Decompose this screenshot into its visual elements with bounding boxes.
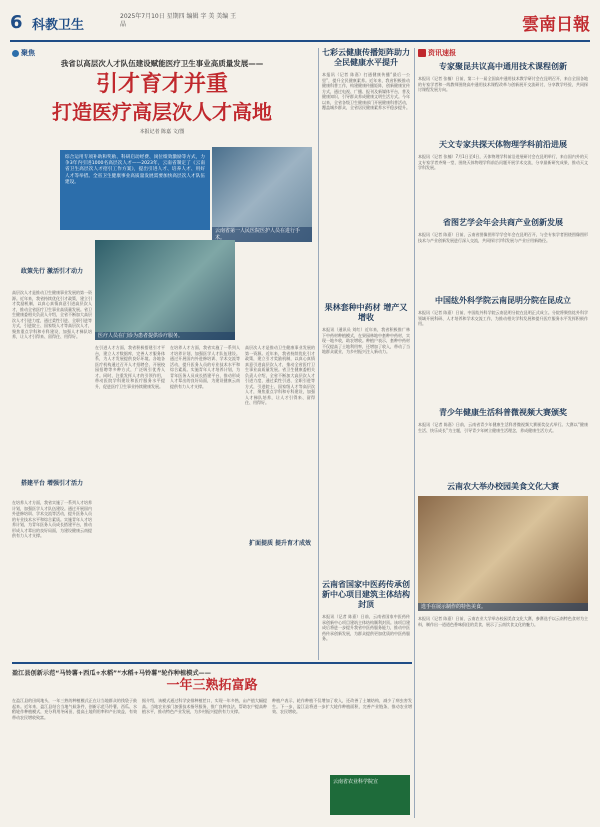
mid-story-2-title: 果林套种中药材 增产又增收 bbox=[324, 303, 408, 322]
right-story-6-title: 云南农大举办校园美食文化大赛 bbox=[447, 482, 559, 491]
lead-kicker: 我省以高层次人才队伍建设赋能医疗卫生事业高质量发展—— bbox=[60, 59, 264, 68]
bottom-headline: 一年三熟拓富路 bbox=[166, 678, 258, 693]
lead-section-tag: 聚焦 bbox=[12, 48, 35, 58]
bottom-ad-text: 云南省农业科学院宣 bbox=[333, 779, 379, 785]
mid-story-2-body: 本报讯（通讯员 刘红）近年来，我省积极推广林下中药材种植模式，在果园林地中套种中药材，实现一地多收，助农增收。种植户表示，套种中药材不仅提高了土地利用率，还增加了收入，带动了当地群众就业，为乡村振兴注入新动力。 bbox=[322, 327, 410, 354]
right-story-4-body: 本报讯（记者 陈嘉）日前，中国纮外科学院云南昆明分院在昆明正式成立。分院将聚焦纮外科学领域开展科研、人才培养和学术交流工作，为推动相关学科发展和提升医疗服务水平发挥积极作用。 bbox=[418, 310, 588, 326]
lead-photo-2-caption: 医疗人员在门诊为患者提供诊疗服务。 bbox=[95, 332, 235, 341]
right-story-3-body-col bbox=[418, 232, 588, 290]
right-story-3-title: 省图艺学会年会共商产业创新发展 bbox=[443, 218, 563, 227]
bottom-body-2-col bbox=[142, 698, 267, 818]
mid-story-1-body: 本报讯（记者 陈嘉）打通健康传播“最后一公里”，提升全民健康素养。近年来，我省积极推动健康科普工作，构建健康传播矩阵，创新健康宣传方式，通过电视、广播、报刊及新媒体平台，普及健康知识，引导群众养成健康文明生活方式。今年以来，全省各级卫生健康部门开展健康科普活动，覆盖城乡群众，全省居民健康素养水平稳步提升。 bbox=[322, 72, 410, 110]
right-story-6-body-col bbox=[418, 616, 588, 816]
lead-summary: 综合运用专项补助和奖励、科研启动经费、岗位绩效激励等方式，力争3年内引进1000名高层次人才——2023年，云南省制定了《云南省卫生高层次人才招引工作方案》，提出引进人才、培养人才、用好人才等举措。全省卫生健康事业高质量发展需要加快高层次人才队伍建设。 bbox=[65, 155, 205, 185]
right-story-5-title: 青少年健康生活科普微视频大赛颁奖 bbox=[439, 408, 567, 417]
right-section-tag: 资讯速报 bbox=[418, 48, 456, 58]
bottom-body-2: 据介绍，该模式通过科学安排种植茬口，实现一年多熟，亩产值大幅提高。当地农业部门加强技术指导服务，推广良种良法，帮助农户提高种植水平，推动特色产业发展，为乡村振兴提供有力支撑。 bbox=[142, 698, 267, 714]
masthead bbox=[10, 6, 590, 42]
column-divider-right bbox=[414, 48, 415, 818]
right-story-2-body-col bbox=[418, 154, 588, 212]
right-story-2-body: 本报讯（记者 张楠）7月1日至4日，天体物理学科前沿进展研讨会在昆明举行，来自国内外的天文专家学者齐聚一堂，围绕天体物理学科前沿问题开展学术交流，分享最新研究成果，推动天文学科发展。 bbox=[418, 154, 588, 170]
lead-body-1: 高层次人才是推动卫生健康事业发展的第一资源。近年来，我省持续优化引才政策，建立引才奖励机制，以真心真情真意引进高层次人才，推动全省医疗卫生事业高质量发展。省卫生健康委相关负责人介绍，全省不断加大高层次人才引进力度，通过柔性引进、全职引进等方式，引进院士、国家级人才等高层次人才，聚焦重点学科和专科建设，加强人才梯队培养，让人才引得来、留得住、用得好。 bbox=[12, 290, 92, 339]
tag-icon bbox=[418, 49, 426, 57]
right-story-5-body-col bbox=[418, 422, 588, 478]
lead-body-1-col bbox=[12, 290, 92, 470]
lead-photo-1-caption: 云南省第一人民医院医护人员在进行手术。 bbox=[212, 227, 312, 242]
mid-story-2-body-col bbox=[322, 327, 410, 567]
right-story-1-body: 本报讯（记者 张楠）日前，第二十一届全国高中通用技术教学研讨会在昆明召开，来自全国各地的专家学者和一线教师围绕高中通用技术课程改革与创新展开交流研讨，分享教学经验，共同探讨课程发展方向。 bbox=[418, 76, 588, 92]
lead-summary-box bbox=[60, 150, 210, 230]
lead-subhead-3: 扩面提质 提升育才成效 bbox=[248, 540, 312, 547]
mid-story-3-title: 云南省国家中医药传承创新中心项目建筑主体结构封顶 bbox=[322, 580, 410, 609]
section-title: 科教卫生 bbox=[32, 18, 85, 33]
lead-subhead-2: 搭建平台 增强引才活力 bbox=[20, 480, 84, 487]
bottom-kicker: 盈江县创新示范“马铃薯+西瓜+水稻”“水稻+马铃薯”轮作种植模式—— bbox=[12, 670, 211, 677]
bottom-body-3-col bbox=[272, 698, 412, 768]
right-story-2-title: 天文专家共探天体物理学科前沿进展 bbox=[439, 140, 567, 149]
mid-story-1-title: 七彩云健康传播矩阵助力全民健康水平提升 bbox=[322, 48, 410, 67]
bottom-rule bbox=[12, 662, 412, 664]
lead-photo-2 bbox=[95, 240, 235, 340]
right-story-5-body: 本报讯（记者 陈嘉）日前，云南省青少年健康生活科普微视频大赛颁奖仪式举行。大赛以“健康生活、快乐成长”为主题，引导青少年树立健康生活理念，养成健康生活方式。 bbox=[418, 422, 588, 433]
bullet-icon bbox=[12, 50, 19, 57]
right-story-4-body-col bbox=[418, 310, 588, 400]
lead-body-3-col bbox=[170, 345, 240, 645]
bottom-body-1-col bbox=[12, 698, 137, 818]
right-story-4-title: 中国纮外科学院云南昆明分院在昆成立 bbox=[435, 296, 571, 305]
lead-body-2-col bbox=[95, 345, 165, 645]
right-story-6-photo-caption: 选手在展示制作的特色美食。 bbox=[418, 603, 588, 612]
lead-body-repeat-2: 在培养人才方面，我省实施了一系列人才培养计划，加强医学人才队伍建设。通过开展国内外进修培训、学术交流等活动，提升医务人员的专业技术水平和综合素质。实施青年人才培养计划，为青年医务人员成长搭建平台，推动形成人才辈出的良好局面，为建设健康云南提供有力人才支撑。 bbox=[12, 500, 92, 538]
page-number: 6 bbox=[10, 12, 23, 33]
mid-story-3-body-col bbox=[322, 614, 410, 660]
right-story-3-body: 本报讯（记者 陈嘉）日前，云南省图像图形学学会年会在昆明召开，与会专家学者围绕图像图形技术与产业创新发展进行深入交流，共同探讨学科发展与产业应用新路径。 bbox=[418, 232, 588, 243]
bottom-ad-box bbox=[330, 775, 410, 815]
right-story-6-photo bbox=[418, 496, 588, 611]
right-story-1-title: 专家聚昆共议高中通用技术课程创新 bbox=[439, 62, 567, 71]
mid-story-3-body: 本报讯（记者 陈嘉）日前，云南省国家中医药传承创新中心项目建筑主体结构顺利封顶。该项目建成后将进一步提升我省中医药服务能力，推动中医药传承创新发展，为群众提供更加优质的中医药服务。 bbox=[322, 614, 410, 641]
column-divider bbox=[318, 48, 319, 660]
lead-headline-1: 引才育才并重 bbox=[95, 72, 228, 97]
lead-body-2: 在引进人才方面，我省积极搭建引才平台，建立人才数据库，完善人才服务体系，为人才发展提供良好环境。各地各医疗机构通过召开人才招聘会、开展校园招聘等多种方式，广泛吸引优秀人才。同时，注重发挥人才的引领作用，带动医院学科建设和医疗服务水平提升，促进医疗卫生事业持续健康发展。 bbox=[95, 345, 165, 389]
right-story-6-body: 本报讯（记者 陈嘉）日前，云南农业大学举办校园美食文化大赛，参赛选手以云南特色食材为主料，制作出一道道色香味俱佳的美食，展示了云南饮食文化的魅力。 bbox=[418, 616, 588, 627]
lead-headline-2: 打造医疗高层次人才高地 bbox=[52, 100, 272, 124]
bottom-body-3: 种植户表示，轮作种植不仅增加了收入，还改善了土壤结构，减少了病虫害发生。下一步，盈江县将进一步扩大轮作种植面积，完善产业链条，推动农业增效、农民增收。 bbox=[272, 698, 412, 714]
lead-byline: 本报记者 陈嘉 文/图 bbox=[139, 129, 185, 135]
lead-body-3: 在培养人才方面，我省实施了一系列人才培养计划，加强医学人才队伍建设。通过开展国内外进修培训、学术交流等活动，提升医务人员的专业技术水平和综合素质。实施青年人才培养计划，为青年医务人员成长搭建平台，推动形成人才辈出的良好局面，为建设健康云南提供有力人才支撑。 bbox=[170, 345, 240, 389]
lead-body-5-col bbox=[12, 500, 92, 650]
newspaper-logo: 雲南日報 bbox=[522, 15, 590, 35]
bottom-body-1: 在盈江县的田间地头，一年三熟的种植模式正在让当地群众的钱袋子鼓起来。近年来，盈江县结合当地气候条件，创新示范马铃薯、西瓜、水稻轮作种植模式，充分利用冬闲田，提高土地利用率和产出效益，有效带动农民增收致富。 bbox=[12, 698, 137, 720]
right-story-1-body-col bbox=[418, 76, 588, 134]
lead-body-4-col bbox=[245, 345, 315, 535]
mid-story-1-body-col bbox=[322, 72, 410, 297]
lead-photo-1 bbox=[212, 147, 312, 242]
date-line: 2025年7月10日 星期四 编辑 字 美 美编 王 晶 bbox=[120, 13, 237, 28]
lead-subhead-1: 政策先行 激活引才动力 bbox=[20, 268, 84, 275]
lead-body-repeat: 高层次人才是推动卫生健康事业发展的第一资源。近年来，我省持续优化引才政策，建立引才奖励机制，以真心真情真意引进高层次人才，推动全省医疗卫生事业高质量发展。省卫生健康委相关负责人介绍，全省不断加大高层次人才引进力度，通过柔性引进、全职引进等方式，引进院士、国家级人才等高层次人才，聚焦重点学科和专科建设，加强人才梯队培养，让人才引得来、留得住、用得好。 bbox=[245, 345, 315, 405]
